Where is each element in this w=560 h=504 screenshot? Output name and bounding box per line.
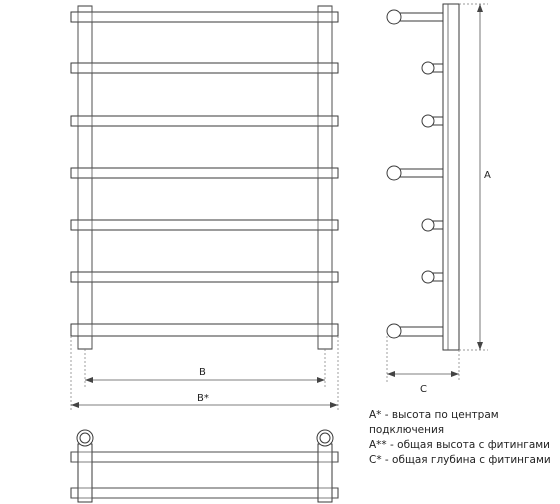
bar-1 — [71, 12, 338, 22]
legend — [369, 408, 557, 468]
bar-7 — [71, 324, 338, 336]
legend-item-a-star: A* - высота по центрам подключения — [369, 409, 499, 436]
side-fitting-middle — [387, 166, 401, 180]
side-bar-stubs — [387, 10, 443, 338]
legend-item-a-double-star: A** - общая высота с фитингами — [369, 439, 551, 451]
label-b: B — [199, 367, 206, 378]
top-bar-back — [71, 452, 338, 462]
label-b-star: B* — [197, 393, 209, 404]
label-a: A — [484, 170, 491, 181]
front-view — [71, 6, 338, 412]
bar-3 — [71, 116, 338, 126]
side-fitting-top — [387, 10, 401, 24]
top-bar-front — [71, 488, 338, 498]
side-fitting-bottom — [387, 324, 401, 338]
label-c: C — [420, 384, 427, 395]
left-fitting-ring — [77, 430, 93, 446]
legend-item-c-star: C* - общая глубина с фитингами — [369, 454, 551, 466]
top-left-post — [78, 444, 92, 502]
right-fitting-ring — [317, 430, 333, 446]
side-view — [387, 4, 491, 395]
bar-5 — [71, 220, 338, 230]
bar-2 — [71, 63, 338, 73]
side-post — [443, 4, 459, 350]
top-right-post — [318, 444, 332, 502]
top-view — [71, 430, 338, 502]
bar-4 — [71, 168, 338, 178]
bar-6 — [71, 272, 338, 282]
